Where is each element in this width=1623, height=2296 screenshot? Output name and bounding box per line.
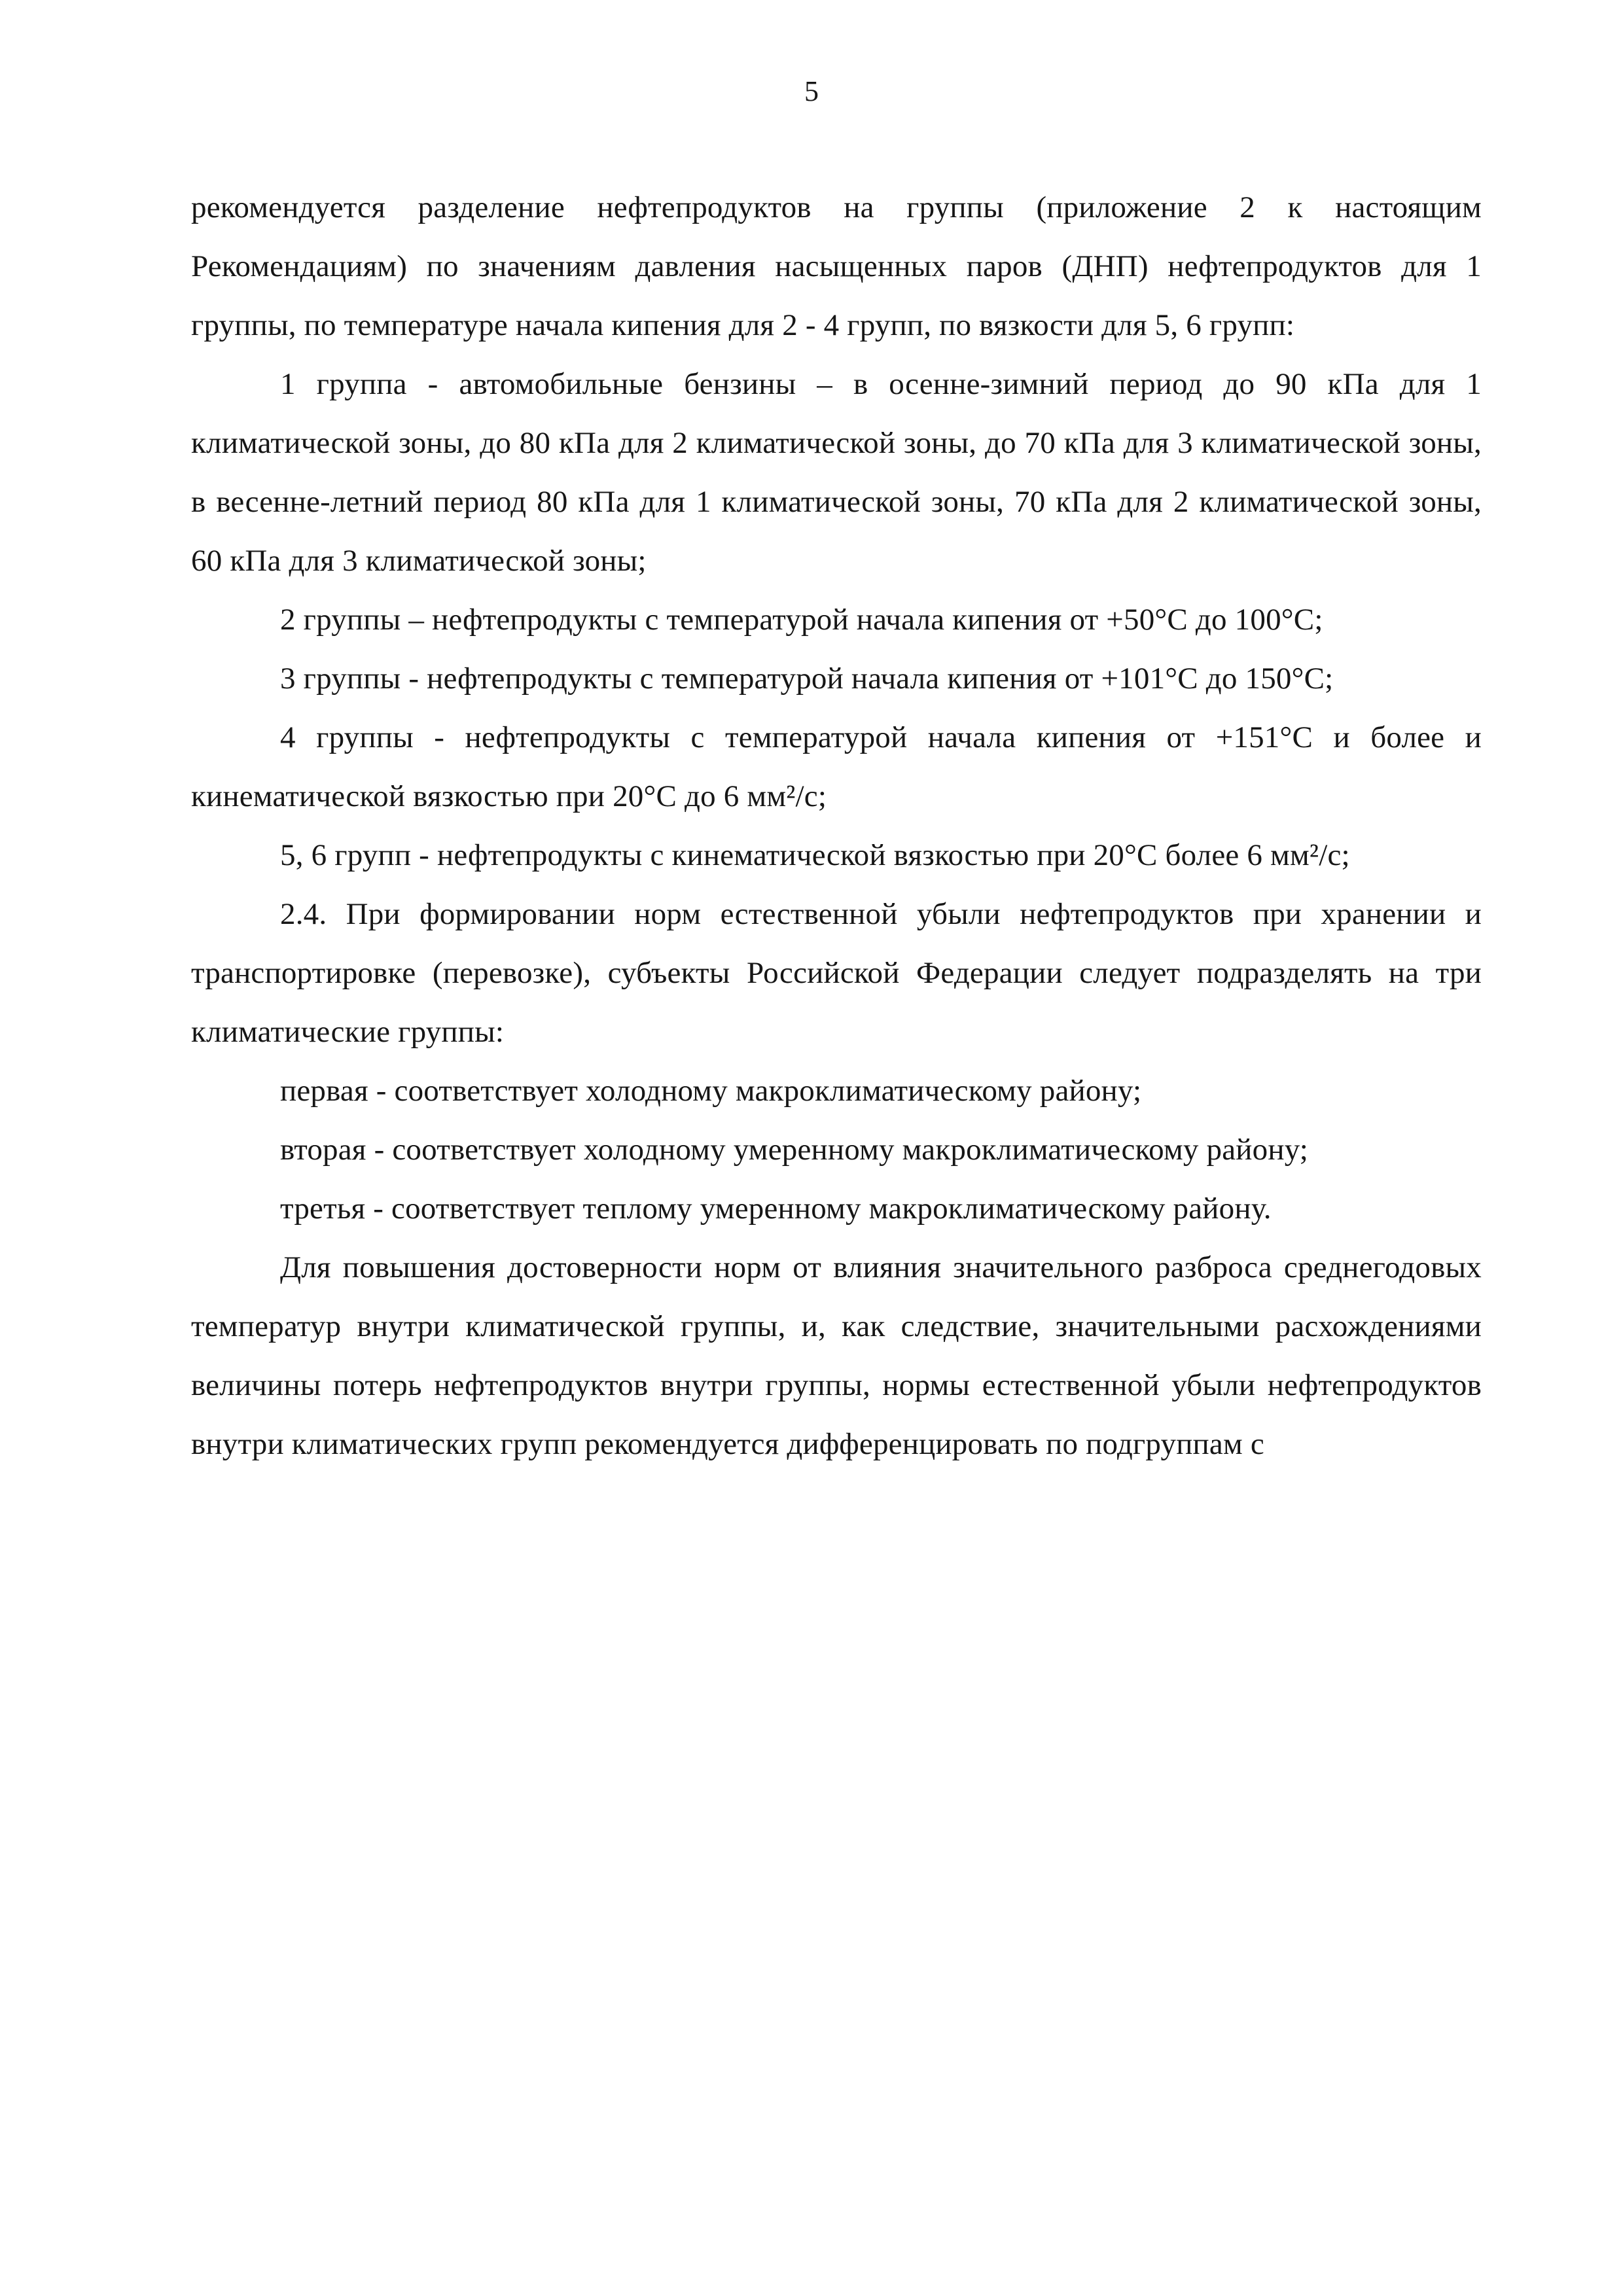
paragraph: 2 группы – нефтепродукты с температурой начала кипения от +50°С до 100°С; <box>280 603 1323 637</box>
document-body <box>191 178 1482 1474</box>
paragraph: вторая - соответствует холодному умеренному макроклиматическому району; <box>280 1133 1309 1167</box>
paragraph: рекомендуется разделение нефтепродуктов на группы (приложение 2 к настоящим Рекомендациям) по значениям давления насыщенных паров (ДНП) нефтепродуктов для 1 группы, по температуре начала кипения для 2 - 4 групп, по вязкости для 5, 6 групп: <box>191 190 1482 342</box>
paragraph: третья - соответствует теплому умеренному макроклиматическому району. <box>280 1192 1272 1226</box>
paragraph: 1 группа - автомобильные бензины – в осенне-зимний период до 90 кПа для 1 климатической зоны, до 80 кПа для 2 климатической зоны, до 70 кПа для 3 климатической зоны, в весенне-летний период 80 кПа для 1 климатической зоны, 70 кПа для 2 климатической зоны, 60 кПа для 3 климатической зоны; <box>191 367 1482 578</box>
paragraph: 5, 6 групп - нефтепродукты с кинематической вязкостью при 20°С более 6 мм²/с; <box>280 838 1350 872</box>
paragraph: 3 группы - нефтепродукты с температурой начала кипения от +101°С до 150°С; <box>280 662 1334 696</box>
paragraph: Для повышения достоверности норм от влияния значительного разброса среднегодовых температур внутри климатической группы, и, как следствие, значительными расхождениями величины потерь нефтепродуктов внутри группы, нормы естественной убыли нефтепродуктов внутри климатических групп рекомендуется дифференцировать по подгруппам с <box>191 1250 1482 1461</box>
paragraph: 2.4. При формировании норм естественной убыли нефтепродуктов при хранении и транспортировке (перевозке), субъекты Российской Федерации следует подразделять на три климатические группы: <box>191 897 1482 1049</box>
paragraph: первая - соответствует холодному макроклиматическому району; <box>280 1074 1142 1108</box>
paragraph: 4 группы - нефтепродукты с температурой начала кипения от +151°С и более и кинематической вязкостью при 20°С до 6 мм²/с; <box>191 720 1482 813</box>
page-number: 5 <box>804 75 819 107</box>
